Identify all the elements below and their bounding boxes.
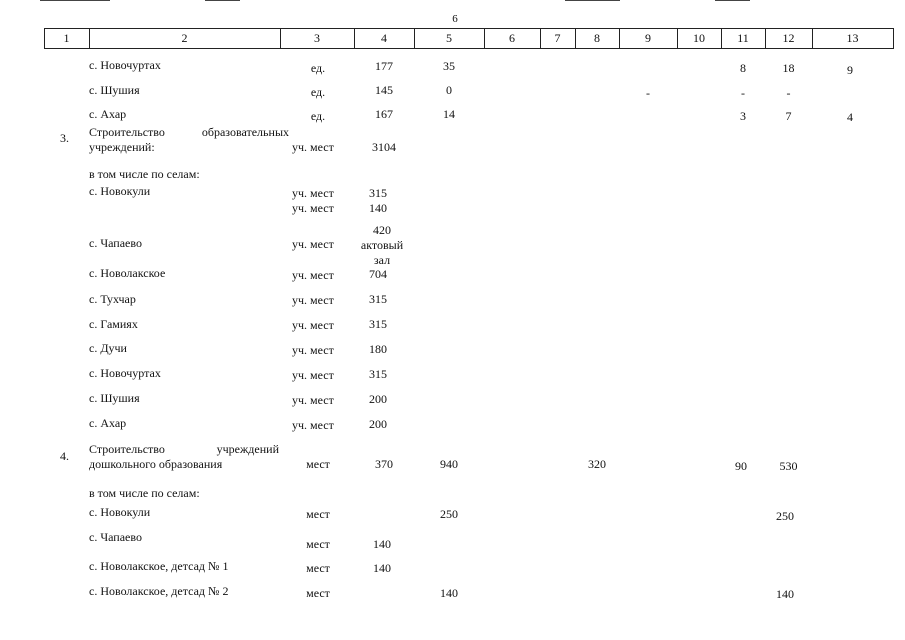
row-col4: зал [373, 253, 391, 267]
row-unit: мест [306, 586, 330, 600]
row-col5: 140 [440, 586, 458, 600]
row-unit: мест [306, 537, 330, 551]
section-number: 4. [60, 449, 69, 463]
row-col12: 140 [776, 587, 794, 601]
row-unit: мест [306, 561, 330, 575]
section-title: Строительство образовательных учреждений: [89, 125, 289, 154]
section-col5: 940 [440, 457, 458, 471]
row-unit: уч. мест [292, 268, 334, 282]
row-unit: уч. мест [292, 368, 334, 382]
header-col-4: 4 [381, 31, 387, 45]
row-col13: 9 [847, 63, 853, 77]
header-col-2: 2 [181, 31, 188, 45]
subsection-label: в том числе по селам: [89, 486, 200, 500]
header-col-6: 6 [509, 31, 515, 45]
row-col12: 7 [785, 109, 792, 123]
row-col11: - [741, 86, 745, 100]
row-col4: 315 [369, 186, 387, 200]
section-number: 3. [60, 131, 69, 145]
header-col-5: 5 [446, 31, 452, 45]
header-col-3: 3 [314, 31, 320, 45]
section-col11: 90 [735, 459, 747, 473]
row-name: с. Шушия [89, 391, 140, 405]
row-col4: 140 [369, 201, 387, 215]
header-col-9: 9 [645, 31, 651, 45]
row-col5: 35 [443, 59, 455, 73]
header-col-7: 7 [554, 31, 561, 45]
top-rule-fragment [40, 0, 110, 1]
top-rule-fragment [715, 0, 750, 1]
row-name: с. Ахар [89, 107, 127, 121]
row-col12: 18 [782, 61, 795, 75]
top-rule-fragment [565, 0, 620, 1]
row-col11: 8 [740, 61, 746, 75]
row-col5: 250 [440, 507, 458, 521]
row-col4: 315 [369, 292, 387, 306]
row-name: с. Новочуртах [89, 58, 161, 72]
row-col12: 250 [776, 509, 794, 523]
page-number: 6 [452, 13, 458, 25]
row-col4: 200 [369, 392, 387, 406]
row-col4: 140 [373, 561, 391, 575]
subsection-label: в том числе по селам: [89, 167, 200, 181]
row-unit: уч. мест [292, 201, 334, 215]
row-col4: 420 [373, 223, 391, 237]
section-col12: 530 [779, 459, 798, 473]
row-unit: уч. мест [292, 293, 334, 307]
row-unit: уч. мест [292, 237, 334, 251]
header-col-13: 13 [846, 31, 859, 45]
section-unit: мест [306, 457, 330, 471]
top-rule-fragment [205, 0, 240, 1]
row-col5: 14 [443, 107, 455, 121]
row-name: с. Новокули [89, 505, 151, 519]
row-col9: - [646, 86, 650, 100]
row-name: с. Новолакское [89, 266, 166, 280]
row-unit: мест [306, 507, 330, 521]
row-col5: 0 [446, 83, 452, 97]
row-name: с. Новолакское, детсад № 2 [89, 584, 229, 598]
row-name: с. Тухчар [89, 292, 136, 306]
row-unit: ед. [310, 109, 326, 123]
row-name: с. Новокули [89, 184, 151, 198]
row-name: с. Гамиях [89, 317, 138, 331]
header-col-1: 1 [63, 31, 70, 45]
row-name: с. Дучи [89, 341, 127, 355]
header-col-11: 11 [737, 31, 749, 45]
row-col4: актовый [360, 238, 404, 252]
section-col8: 320 [588, 457, 606, 471]
row-col4: 315 [369, 367, 387, 381]
row-unit: ед. [310, 85, 326, 99]
row-unit: уч. мест [292, 186, 334, 200]
row-name: с. Чапаево [89, 530, 142, 544]
row-unit: уч. мест [292, 418, 334, 432]
row-unit: ед. [310, 61, 326, 75]
row-col4: 200 [369, 417, 387, 431]
header-col-10: 10 [693, 31, 705, 45]
header-col-8: 8 [594, 31, 600, 45]
row-col12: - [786, 86, 791, 100]
row-name: с. Чапаево [89, 236, 142, 250]
row-col4: 177 [375, 59, 393, 73]
row-col4: 167 [375, 107, 393, 121]
section-title: Строительство учреждений дошкольного образования [89, 442, 279, 471]
row-unit: уч. мест [292, 318, 334, 332]
row-col4: 180 [369, 342, 387, 356]
row-col4: 140 [373, 537, 391, 551]
row-col11: 3 [740, 109, 746, 123]
row-col13: 4 [847, 110, 853, 124]
row-col4: 145 [375, 83, 393, 97]
row-col4: 315 [369, 317, 387, 331]
row-unit: уч. мест [292, 343, 334, 357]
row-name: с. Шушия [89, 83, 140, 97]
row-name: с. Новочуртах [89, 366, 161, 380]
row-name: с. Ахар [89, 416, 127, 430]
row-col4: 704 [369, 267, 387, 281]
section-col4: 3104 [372, 140, 396, 154]
row-name: с. Новолакское, детсад № 1 [89, 559, 229, 573]
header-col-12: 12 [782, 31, 795, 45]
section-unit: уч. мест [292, 140, 334, 154]
section-col4: 370 [375, 457, 393, 471]
row-unit: уч. мест [292, 393, 334, 407]
